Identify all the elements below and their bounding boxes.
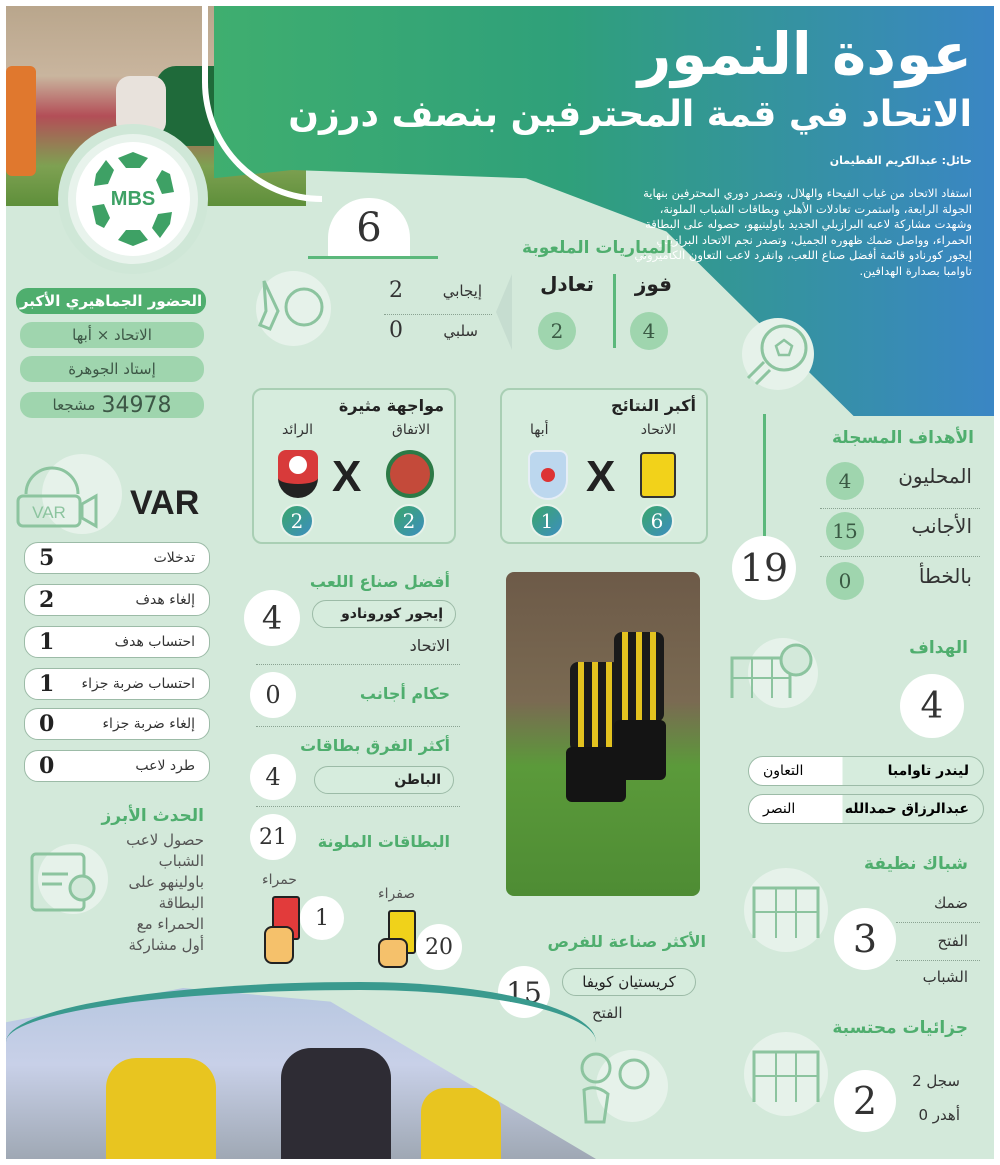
clean-sheets-value: 3 — [834, 908, 896, 970]
chances-player: كريستيان كويفا — [562, 968, 696, 996]
attendance-unit: مشجعا — [52, 396, 96, 414]
clean-sheet-team: ضمك — [933, 894, 968, 912]
playmakers-player: إيجور كورونادو — [312, 600, 456, 628]
var-row-value: 5 — [39, 545, 55, 571]
chances-value: 15 — [498, 966, 550, 1018]
playmakers-title: أفضل صناع اللعب — [309, 572, 450, 591]
goals-row-value: 15 — [826, 512, 864, 550]
attendance-stadium: إستاد الجوهرة — [20, 356, 204, 382]
ittihad-logo — [640, 452, 676, 498]
clean-sheet-team: الشباب — [922, 968, 968, 986]
exciting-home-name: الاتفاق — [392, 422, 430, 438]
chances-title: الأكثر صناعة للفرص — [547, 932, 706, 951]
var-icon-text: VAR — [32, 503, 66, 522]
logo-ball-icon — [78, 144, 188, 254]
penalties-scored: سجل 2 — [912, 1072, 960, 1090]
positive-value: 2 — [389, 278, 403, 303]
chances-team: الفتح — [592, 1004, 623, 1022]
var-row-value: 0 — [39, 753, 55, 779]
var-row-value: 1 — [39, 671, 55, 697]
var-row-label: تدخلات — [153, 550, 195, 566]
win-label: فوز — [634, 272, 672, 296]
highlight-text: حصول لاعب الشباب باولينهو على البطاقة الحمراء مع أول مشاركة — [126, 831, 204, 954]
most-cards-title: أكثر الفرق بطاقات — [300, 736, 450, 755]
kick-ball-icon — [256, 271, 331, 346]
scorer-row — [748, 756, 984, 786]
ittihad-players-photo — [506, 572, 700, 896]
raed-logo — [278, 450, 318, 498]
foreign-refs-value: 0 — [250, 672, 296, 718]
logo-text: MBS — [110, 187, 156, 210]
abha-logo — [528, 450, 568, 500]
highlight-title: الحدث الأبرز — [101, 806, 204, 826]
scorers-value: 4 — [900, 674, 964, 738]
foreign-refs-title: حكام أجانب — [359, 684, 450, 703]
attendance-count-pill — [20, 392, 204, 418]
matches-title: المباريات الملعوبة — [522, 238, 672, 258]
exciting-match-card — [252, 388, 456, 544]
attendance-match: الاتحاد × أبها — [20, 322, 204, 348]
red-card-value: 1 — [300, 896, 344, 940]
var-row-label: إلغاء ضربة جزاء — [102, 716, 195, 732]
attendance-title: الحضور الجماهيري الأكبر — [16, 288, 206, 314]
goals-row-value: 4 — [826, 462, 864, 500]
penalties-missed: أهدر 0 — [918, 1106, 960, 1124]
flying-ball-icon — [742, 318, 814, 390]
biggest-home-name: الاتحاد — [640, 422, 676, 438]
var-row-value: 0 — [39, 711, 55, 737]
goals-row-label: المحليون — [898, 464, 972, 488]
exciting-match-title: مواجهة مثيرة — [338, 396, 444, 415]
ettifaq-logo — [386, 450, 434, 498]
goals-row-value: 0 — [826, 562, 864, 600]
playmakers-value: 4 — [244, 590, 300, 646]
var-row-value: 1 — [39, 629, 55, 655]
var-row — [24, 708, 210, 740]
goal-ball-icon — [748, 638, 818, 708]
var-row — [24, 668, 210, 700]
infographic — [6, 6, 994, 1159]
scorer-player: عبدالرزاق حمدالله — [844, 801, 969, 817]
var-row-label: احتساب ضربة جزاء — [81, 676, 195, 692]
negative-value: 0 — [389, 318, 403, 343]
player-header-icon — [596, 1050, 668, 1122]
win-value: 4 — [630, 312, 668, 350]
scorer-row — [748, 794, 984, 824]
var-row-label: إلغاء هدف — [135, 592, 195, 608]
vs-mark: X — [586, 452, 616, 501]
goals-total: 19 — [732, 536, 796, 600]
scorer-team: التعاون — [763, 763, 804, 779]
goal-net-icon — [744, 1032, 828, 1116]
hand-icon — [378, 938, 408, 968]
goals-title: الأهداف المسجلة — [832, 428, 974, 448]
exciting-away-score: 2 — [280, 504, 314, 538]
var-row-label: احتساب هدف — [114, 634, 195, 650]
hand-icon — [264, 926, 294, 964]
exciting-away-name: الرائد — [282, 422, 314, 438]
negative-label: سلبي — [443, 322, 478, 340]
var-row — [24, 626, 210, 658]
draw-label: تعادل — [540, 272, 594, 296]
intro-text: استفاد الاتحاد من غياب الفيحاء والهلال، وتصدر دوري المحترفين بنهاية الجولة الرابعة، واستمرت تعادلات الأهلي وبطاقات الشباب الملونة، وشهدت مشاركة لاعبه البرازيلي الجديد باولينيهو، حصوله على البطاقة الحمراء، وواصل ضمك ظهوره الجميل، وتصدر نجم الاتحاد البرازيلي إيجور كورنادو قائمة أفضل صناع اللعب، وانفرد لاعب التعاون الكاميروني تاوامبا بصدارة الهدافين. — [634, 186, 972, 278]
goal-net-icon — [744, 868, 828, 952]
goals-row-label: بالخطأ — [918, 564, 972, 588]
exciting-home-score: 2 — [392, 504, 426, 538]
penalties-value: 2 — [834, 1070, 896, 1132]
byline: حائل: عبدالكريم الفطيمان — [829, 154, 972, 167]
var-row — [24, 750, 210, 782]
var-row — [24, 584, 210, 616]
page-title: عودة النمور — [637, 20, 972, 88]
attendance-count: 34978 — [101, 392, 172, 418]
mbs-logo — [58, 124, 208, 274]
vs-mark: X — [332, 452, 362, 501]
page-subtitle: الاتحاد في قمة المحترفين بنصف درزن — [288, 94, 972, 135]
colored-cards-total: 21 — [250, 814, 296, 860]
biggest-away-score: 1 — [530, 504, 564, 538]
biggest-home-score: 6 — [640, 504, 674, 538]
chevron-left-icon — [496, 274, 512, 350]
scorer-team: النصر — [763, 801, 796, 817]
certificate-icon — [38, 844, 108, 914]
var-row — [24, 542, 210, 574]
matches-total: 6 — [328, 198, 410, 258]
goals-row-label: الأجانب — [911, 514, 972, 538]
biggest-away-name: أبها — [530, 422, 549, 438]
var-camera-icon — [32, 454, 122, 534]
var-row-label: طرد لاعب — [135, 758, 195, 774]
most-cards-team: الباطن — [314, 766, 454, 794]
biggest-result-title: أكبر النتائج — [611, 396, 696, 415]
clean-sheets-title: شباك نظيفة — [864, 854, 968, 874]
positive-label: إيجابي — [442, 282, 482, 300]
biggest-result-card — [500, 388, 708, 544]
most-cards-value: 4 — [250, 754, 296, 800]
playmakers-team: الاتحاد — [409, 636, 450, 655]
scorer-player: ليندر تاوامبا — [887, 763, 969, 779]
clean-sheet-team: الفتح — [937, 932, 968, 950]
scorers-title: الهداف — [909, 638, 968, 658]
colored-cards-title: البطاقات الملونة — [317, 832, 450, 851]
yellow-card-value: 20 — [416, 924, 462, 970]
red-card-label: حمراء — [262, 872, 297, 888]
draw-value: 2 — [538, 312, 576, 350]
penalties-title: جزائيات محتسبة — [832, 1018, 968, 1038]
var-row-value: 2 — [39, 587, 55, 613]
yellow-card-label: صفراء — [378, 886, 416, 902]
var-title: VAR — [130, 484, 200, 522]
